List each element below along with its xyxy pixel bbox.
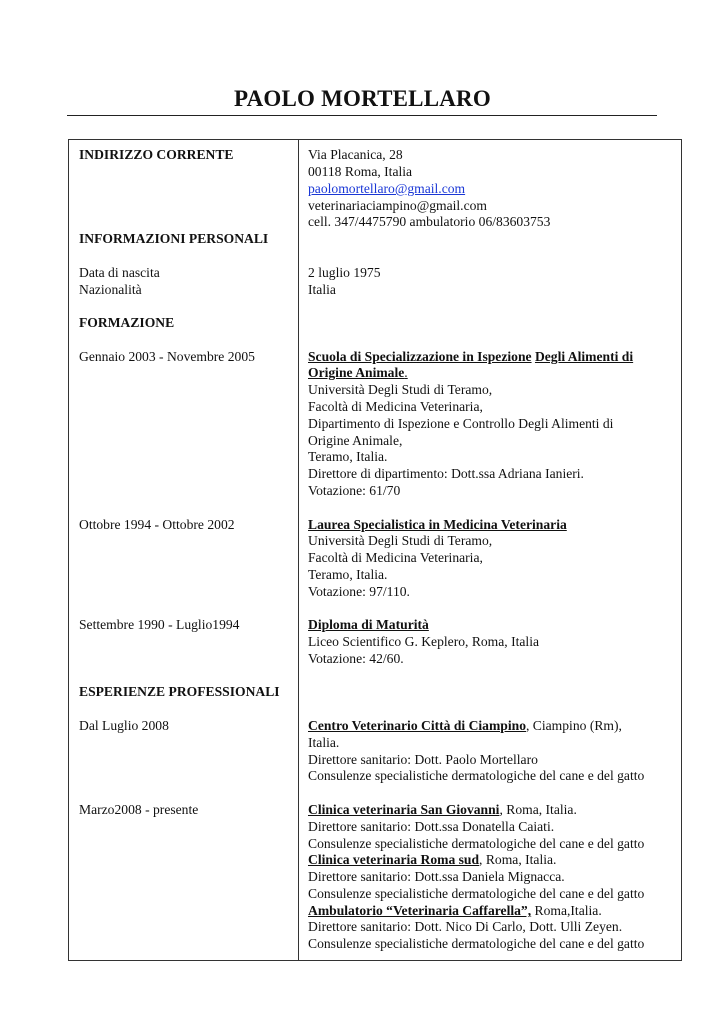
experience-heading: ESPERIENZE PROFESSIONALI [79,684,280,699]
experience-line: Consulenze specialistiche dermatologiche del cane e del gatto [308,836,645,851]
education-line: Università Degli Studi di Teramo, [308,382,493,397]
experience-name-tail: , Roma, Italia. [499,802,577,817]
experience-line: Consulenze specialistiche dermatologiche del cane e del gatto [308,768,645,783]
experience-title [308,717,622,734]
education-heading: FORMAZIONE [79,315,175,330]
education-line: Votazione: 42/60. [308,651,404,666]
phone-numbers: cell. 347/4475790 ambulatorio 06/83603753 [308,214,551,229]
education-title-part: Origine Animale [308,365,405,380]
education-line: Facoltà di Medicina Veterinaria, [308,550,483,565]
education-line: Origine Animale, [308,433,403,448]
education-period: Settembre 1990 - Luglio1994 [79,617,240,632]
email-link[interactable]: paolomortellaro@gmail.com [308,181,466,196]
education-title [308,364,408,381]
email-secondary: veterinariaciampino@gmail.com [308,198,487,213]
experience-period: Dal Luglio 2008 [79,718,169,733]
education-title-part: Scuola di Specializzazione in Ispezione [308,349,532,364]
education-title: Laurea Specialistica in Medicina Veterinaria [308,517,567,532]
experience-line: Direttore sanitario: Dott. Paolo Mortellaro [308,752,538,767]
experience-line: Consulenze specialistiche dermatologiche del cane e del gatto [308,936,645,951]
nationality-label: Nazionalità [79,282,142,297]
education-title: Diploma di Maturità [308,617,429,632]
experience-title [308,801,577,818]
title-underline [67,115,657,116]
education-title-part: Degli Alimenti di [534,349,634,364]
education-line: Università Degli Studi di Teramo, [308,533,493,548]
education-line: Dipartimento di Ispezione e Controllo Degli Alimenti di [308,416,614,431]
experience-name-tail: , Roma, Italia. [479,852,557,867]
experience-line: Direttore sanitario: Dott.ssa Donatella Caiati. [308,819,555,834]
experience-period: Marzo2008 - presente [79,802,199,817]
experience-line: Consulenze specialistiche dermatologiche del cane e del gatto [308,886,645,901]
experience-line: Direttore sanitario: Dott. Nico Di Carlo, Dott. Ulli Zeyen. [308,919,623,934]
address-heading: INDIRIZZO CORRENTE [79,147,234,162]
column-divider [298,139,299,961]
experience-line: Italia. [308,735,340,750]
education-line: Teramo, Italia. [308,567,388,582]
address-street: Via Placanica, 28 [308,147,403,162]
education-period: Ottobre 1994 - Ottobre 2002 [79,517,235,532]
experience-name-tail: Roma,Italia. [531,903,602,918]
experience-name: Ambulatorio “Veterinaria Caffarella”, [308,903,532,918]
experience-name: Clinica veterinaria Roma sud [308,852,480,867]
experience-title [308,902,602,919]
experience-name: Clinica veterinaria San Giovanni [308,802,500,817]
nationality-value: Italia [308,282,336,297]
experience-title [308,851,556,868]
experience-name: Centro Veterinario Città di Ciampino [308,718,526,733]
education-title [308,348,633,365]
education-line: Votazione: 61/70 [308,483,401,498]
education-line: Liceo Scientifico G. Keplero, Roma, Italia [308,634,540,649]
education-line: Facoltà di Medicina Veterinaria, [308,399,483,414]
page-title: PAOLO MORTELLARO [234,86,491,111]
birth-value: 2 luglio 1975 [308,265,381,280]
experience-name-tail: , Ciampino (Rm), [526,718,622,733]
birth-label: Data di nascita [79,265,160,280]
education-line: Direttore di dipartimento: Dott.ssa Adriana Ianieri. [308,466,584,481]
education-line: Teramo, Italia. [308,449,388,464]
experience-line: Direttore sanitario: Dott.ssa Daniela Mignacca. [308,869,565,884]
education-period: Gennaio 2003 - Novembre 2005 [79,349,255,364]
address-city: 00118 Roma, Italia [308,164,413,179]
personal-heading: INFORMAZIONI PERSONALI [79,231,269,246]
education-title-part: . [404,365,408,380]
education-line: Votazione: 97/110. [308,584,410,599]
